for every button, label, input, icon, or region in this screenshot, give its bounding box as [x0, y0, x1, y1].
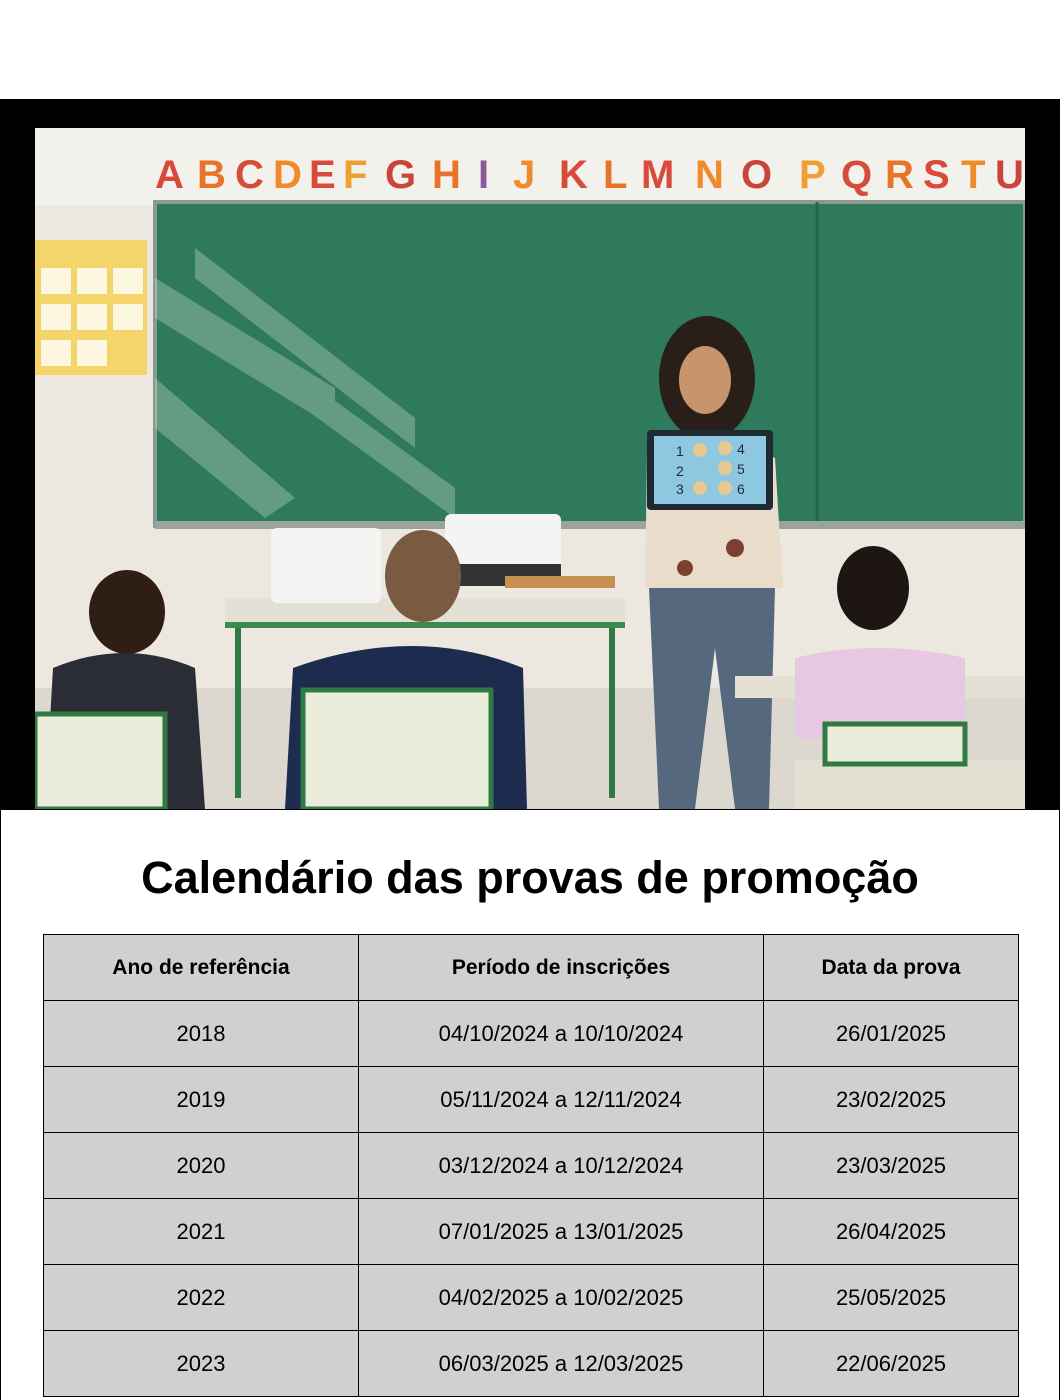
card-number: 6 [737, 481, 745, 497]
column-header-exam-date: Data da prova [764, 935, 1019, 1001]
column-header-registration-period: Período de inscrições [359, 935, 764, 1001]
schedule-card [0, 810, 1060, 1400]
column-header-reference-year: Ano de referência [44, 935, 359, 1001]
classroom-photo [35, 128, 1025, 809]
page-title: Calendário das provas de promoção [141, 852, 919, 903]
registration-period-cell: 04/10/2024 a 10/10/2024 [359, 1001, 764, 1067]
registration-period-cell: 07/01/2025 a 13/01/2025 [359, 1199, 764, 1265]
reference-year-cell: 2023 [44, 1331, 359, 1397]
number-card [647, 430, 773, 510]
reference-year-cell: 2019 [44, 1067, 359, 1133]
registration-period-cell: 03/12/2024 a 10/12/2024 [359, 1133, 764, 1199]
top-margin [0, 0, 1060, 99]
table-row [44, 1001, 1019, 1067]
alphabet-letter: O [741, 153, 773, 197]
reference-year-cell: 2022 [44, 1265, 359, 1331]
table-row [44, 1331, 1019, 1397]
exam-date-cell: 22/06/2025 [764, 1331, 1019, 1397]
alphabet-letter: D [273, 153, 302, 197]
table-row [44, 1133, 1019, 1199]
alphabet-letter: G [385, 153, 417, 197]
alphabet-letter: Q [841, 153, 873, 197]
alphabet-letter: P [799, 153, 826, 197]
exam-date-cell: 23/03/2025 [764, 1133, 1019, 1199]
reference-year-cell: 2018 [44, 1001, 359, 1067]
alphabet-letter: E [309, 153, 336, 197]
photo-frame [0, 99, 1060, 810]
alphabet-letter: N [695, 153, 724, 197]
alphabet-letter: H [432, 153, 461, 197]
alphabet-letter: J [513, 153, 536, 197]
card-number: 1 [676, 443, 684, 459]
schedule-table [43, 934, 1019, 1397]
registration-period-cell: 06/03/2025 a 12/03/2025 [359, 1331, 764, 1397]
alphabet-letter: S [923, 153, 950, 197]
registration-period-cell: 05/11/2024 a 12/11/2024 [359, 1067, 764, 1133]
table-row [44, 1067, 1019, 1133]
alphabet-letter: B [197, 153, 226, 197]
alphabet-letter: U [995, 153, 1024, 197]
exam-date-cell: 26/01/2025 [764, 1001, 1019, 1067]
registration-period-cell: 04/02/2025 a 10/02/2025 [359, 1265, 764, 1331]
exam-date-cell: 26/04/2025 [764, 1199, 1019, 1265]
card-number: 5 [737, 461, 745, 477]
table-header-row [44, 935, 1019, 1001]
alphabet-letter: A [155, 153, 184, 197]
alphabet-letter: T [961, 153, 986, 197]
exam-date-cell: 23/02/2025 [764, 1067, 1019, 1133]
alphabet-letter: L [603, 153, 628, 197]
card-number: 4 [737, 441, 745, 457]
alphabet-letter: C [235, 153, 264, 197]
card-number: 2 [676, 463, 684, 479]
card-number: 3 [676, 481, 684, 497]
reference-year-cell: 2021 [44, 1199, 359, 1265]
table-row [44, 1265, 1019, 1331]
table-row [44, 1199, 1019, 1265]
reference-year-cell: 2020 [44, 1133, 359, 1199]
exam-date-cell: 25/05/2025 [764, 1265, 1019, 1331]
alphabet-letter: K [559, 153, 588, 197]
alphabet-letter: I [478, 153, 490, 197]
alphabet-letter: F [343, 153, 368, 197]
alphabet-letter: R [885, 153, 914, 197]
alphabet-letter: M [641, 153, 675, 197]
